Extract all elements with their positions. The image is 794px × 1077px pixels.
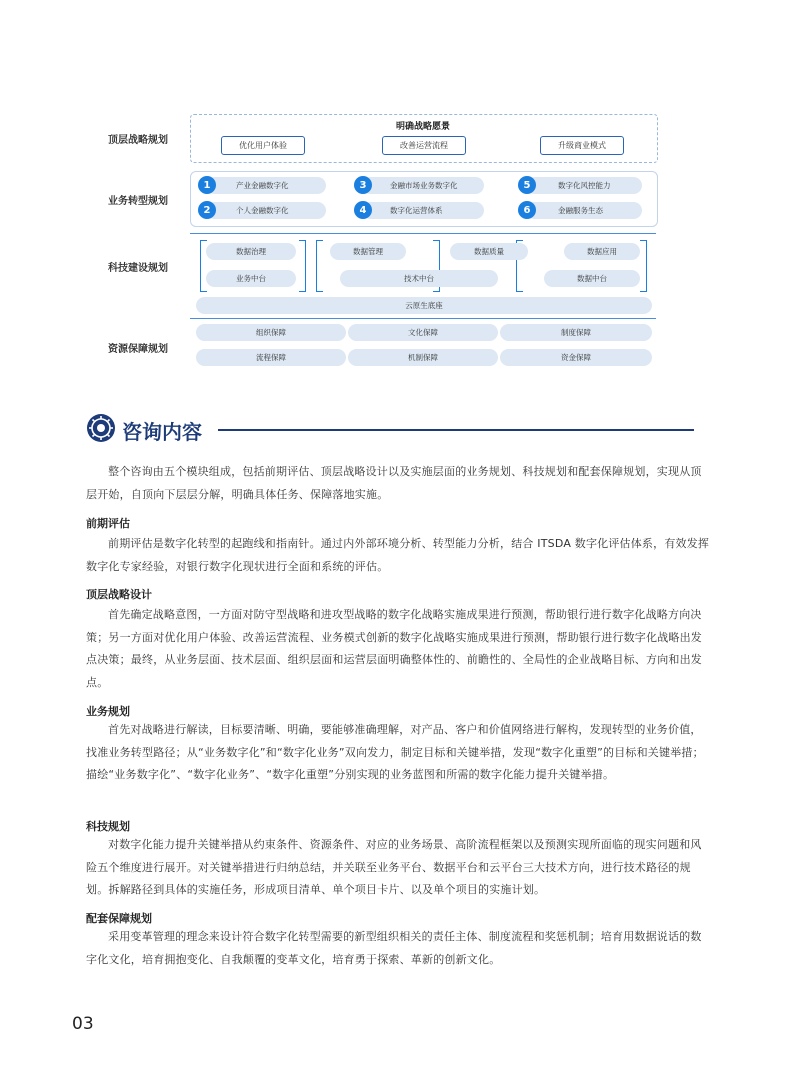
resource-system: 制度保障	[500, 324, 652, 341]
number-badge-2: 2	[198, 201, 216, 219]
paragraph-pre-assessment: 前期评估是数字化转型的起跑线和指南针。通过内外部环境分析、转型能力分析，结合 ITSDA 数字化评估体系，有效发挥数字化专家经验，对银行数字化现状进行全面和系统的评估。	[86, 537, 710, 573]
resource-funding: 资金保障	[500, 349, 652, 366]
resource-mechanism: 机制保障	[348, 349, 498, 366]
gear-chip-icon	[86, 413, 116, 443]
heading-pre-assessment: 前期评估	[86, 517, 130, 530]
business-item-2: 个人金融数字化	[206, 202, 326, 219]
heading-business-planning: 业务规划	[86, 705, 130, 718]
bracket	[316, 240, 323, 292]
resource-process: 流程保障	[196, 349, 346, 366]
row-label-resource: 资源保障规划	[108, 344, 168, 355]
row-label-tech: 科技建设规划	[108, 263, 168, 274]
business-item-6: 金融服务生态	[526, 202, 642, 219]
bracket	[299, 240, 306, 292]
tech-item-data-management: 数据管理	[330, 243, 406, 260]
heading-top-strategy: 顶层战略设计	[86, 588, 152, 601]
row-label-top: 顶层战略规划	[108, 135, 168, 146]
tech-item-data-platform: 数据中台	[544, 270, 640, 287]
business-item-4: 数字化运营体系	[362, 202, 484, 219]
section-title-rule	[218, 429, 694, 431]
number-badge-1: 1	[198, 176, 216, 194]
tech-item-cloud-native-base: 云原生底座	[196, 297, 652, 314]
number-badge-4: 4	[354, 201, 372, 219]
paragraph-top-strategy: 首先确定战略意图，一方面对防守型战略和进攻型战略的数字化战略实施成果进行预测，帮助银行进行数字化战略方向决策；另一方面对优化用户体验、改善运营流程、业务模式创新的数字化战略实施成果进行预测，帮助银行进行数字化战略出发点决策；最终，从业务层面、技术层面、组织层面和运营层面明确整体性的、前瞻性的、全局性的企业战略目标、方向和出发点。	[86, 608, 702, 689]
heading-tech-planning: 科技规划	[86, 820, 130, 833]
resource-org: 组织保障	[196, 324, 346, 341]
page-number: 03	[72, 1014, 94, 1034]
number-badge-6: 6	[518, 201, 536, 219]
paragraph-support-planning: 采用变革管理的理念来设计符合数字化转型需要的新型组织相关的责任主体、制度流程和奖惩机制；培育用数据说话的数字化文化，培育拥抱变化、自我颠覆的变革文化，培育勇于探索、革新的创新文化。	[86, 930, 702, 966]
tech-item-data-application: 数据应用	[564, 243, 640, 260]
resource-culture: 文化保障	[348, 324, 498, 341]
tech-divider-bottom	[190, 318, 656, 319]
section-title: 咨询内容	[122, 420, 202, 444]
business-item-1: 产业金融数字化	[206, 177, 326, 194]
number-badge-3: 3	[354, 176, 372, 194]
tech-item-data-quality: 数据质量	[450, 243, 528, 260]
business-item-5: 数字化风控能力	[526, 177, 642, 194]
tech-item-business-platform: 业务中台	[206, 270, 296, 287]
vision-item-ops: 改善运营流程	[382, 136, 466, 155]
vision-title: 明确战略愿景	[395, 122, 450, 132]
intro-paragraph: 整个咨询由五个模块组成，包括前期评估、顶层战略设计以及实施层面的业务规划、科技规划和配套保障规划，实现从顶层开始，自顶向下层层分解，明确具体任务、保障落地实施。	[86, 465, 702, 501]
bracket	[640, 240, 647, 292]
number-badge-5: 5	[518, 176, 536, 194]
heading-support-planning: 配套保障规划	[86, 912, 152, 925]
vision-item-ux: 优化用户体验	[221, 136, 305, 155]
vision-item-biz: 升级商业模式	[540, 136, 624, 155]
paragraph-tech-planning: 对数字化能力提升关键举措从约束条件、资源条件、对应的业务场景、高阶流程框架以及预测实现所面临的现实问题和风险五个维度进行展开。对关键举措进行归纳总结，并关联至业务平台、数据平台和云平台三大技术方向，进行技术路径的规划。拆解路径到具体的实施任务，形成项目清单、单个项目卡片、以及单个项目的实施计划。	[86, 838, 702, 896]
row-label-business: 业务转型规划	[108, 196, 168, 207]
paragraph-business-planning: 首先对战略进行解读，目标要清晰、明确，要能够准确理解，对产品、客户和价值网络进行解构，发现转型的业务价值，找准业务转型路径；从“业务数字化”和“数字化业务”双向发力，制定目标和关键举措，发现“数字化重塑”的目标和关键举措；描绘“业务数字化”、“数字化业务”、“数字化重塑”分别实现的业务蓝图和所需的数字化能力提升关键举措。	[86, 723, 704, 781]
tech-item-tech-platform: 技术中台	[340, 270, 498, 287]
tech-divider-top	[190, 233, 656, 234]
business-item-3: 金融市场业务数字化	[362, 177, 484, 194]
tech-item-data-governance: 数据治理	[206, 243, 296, 260]
